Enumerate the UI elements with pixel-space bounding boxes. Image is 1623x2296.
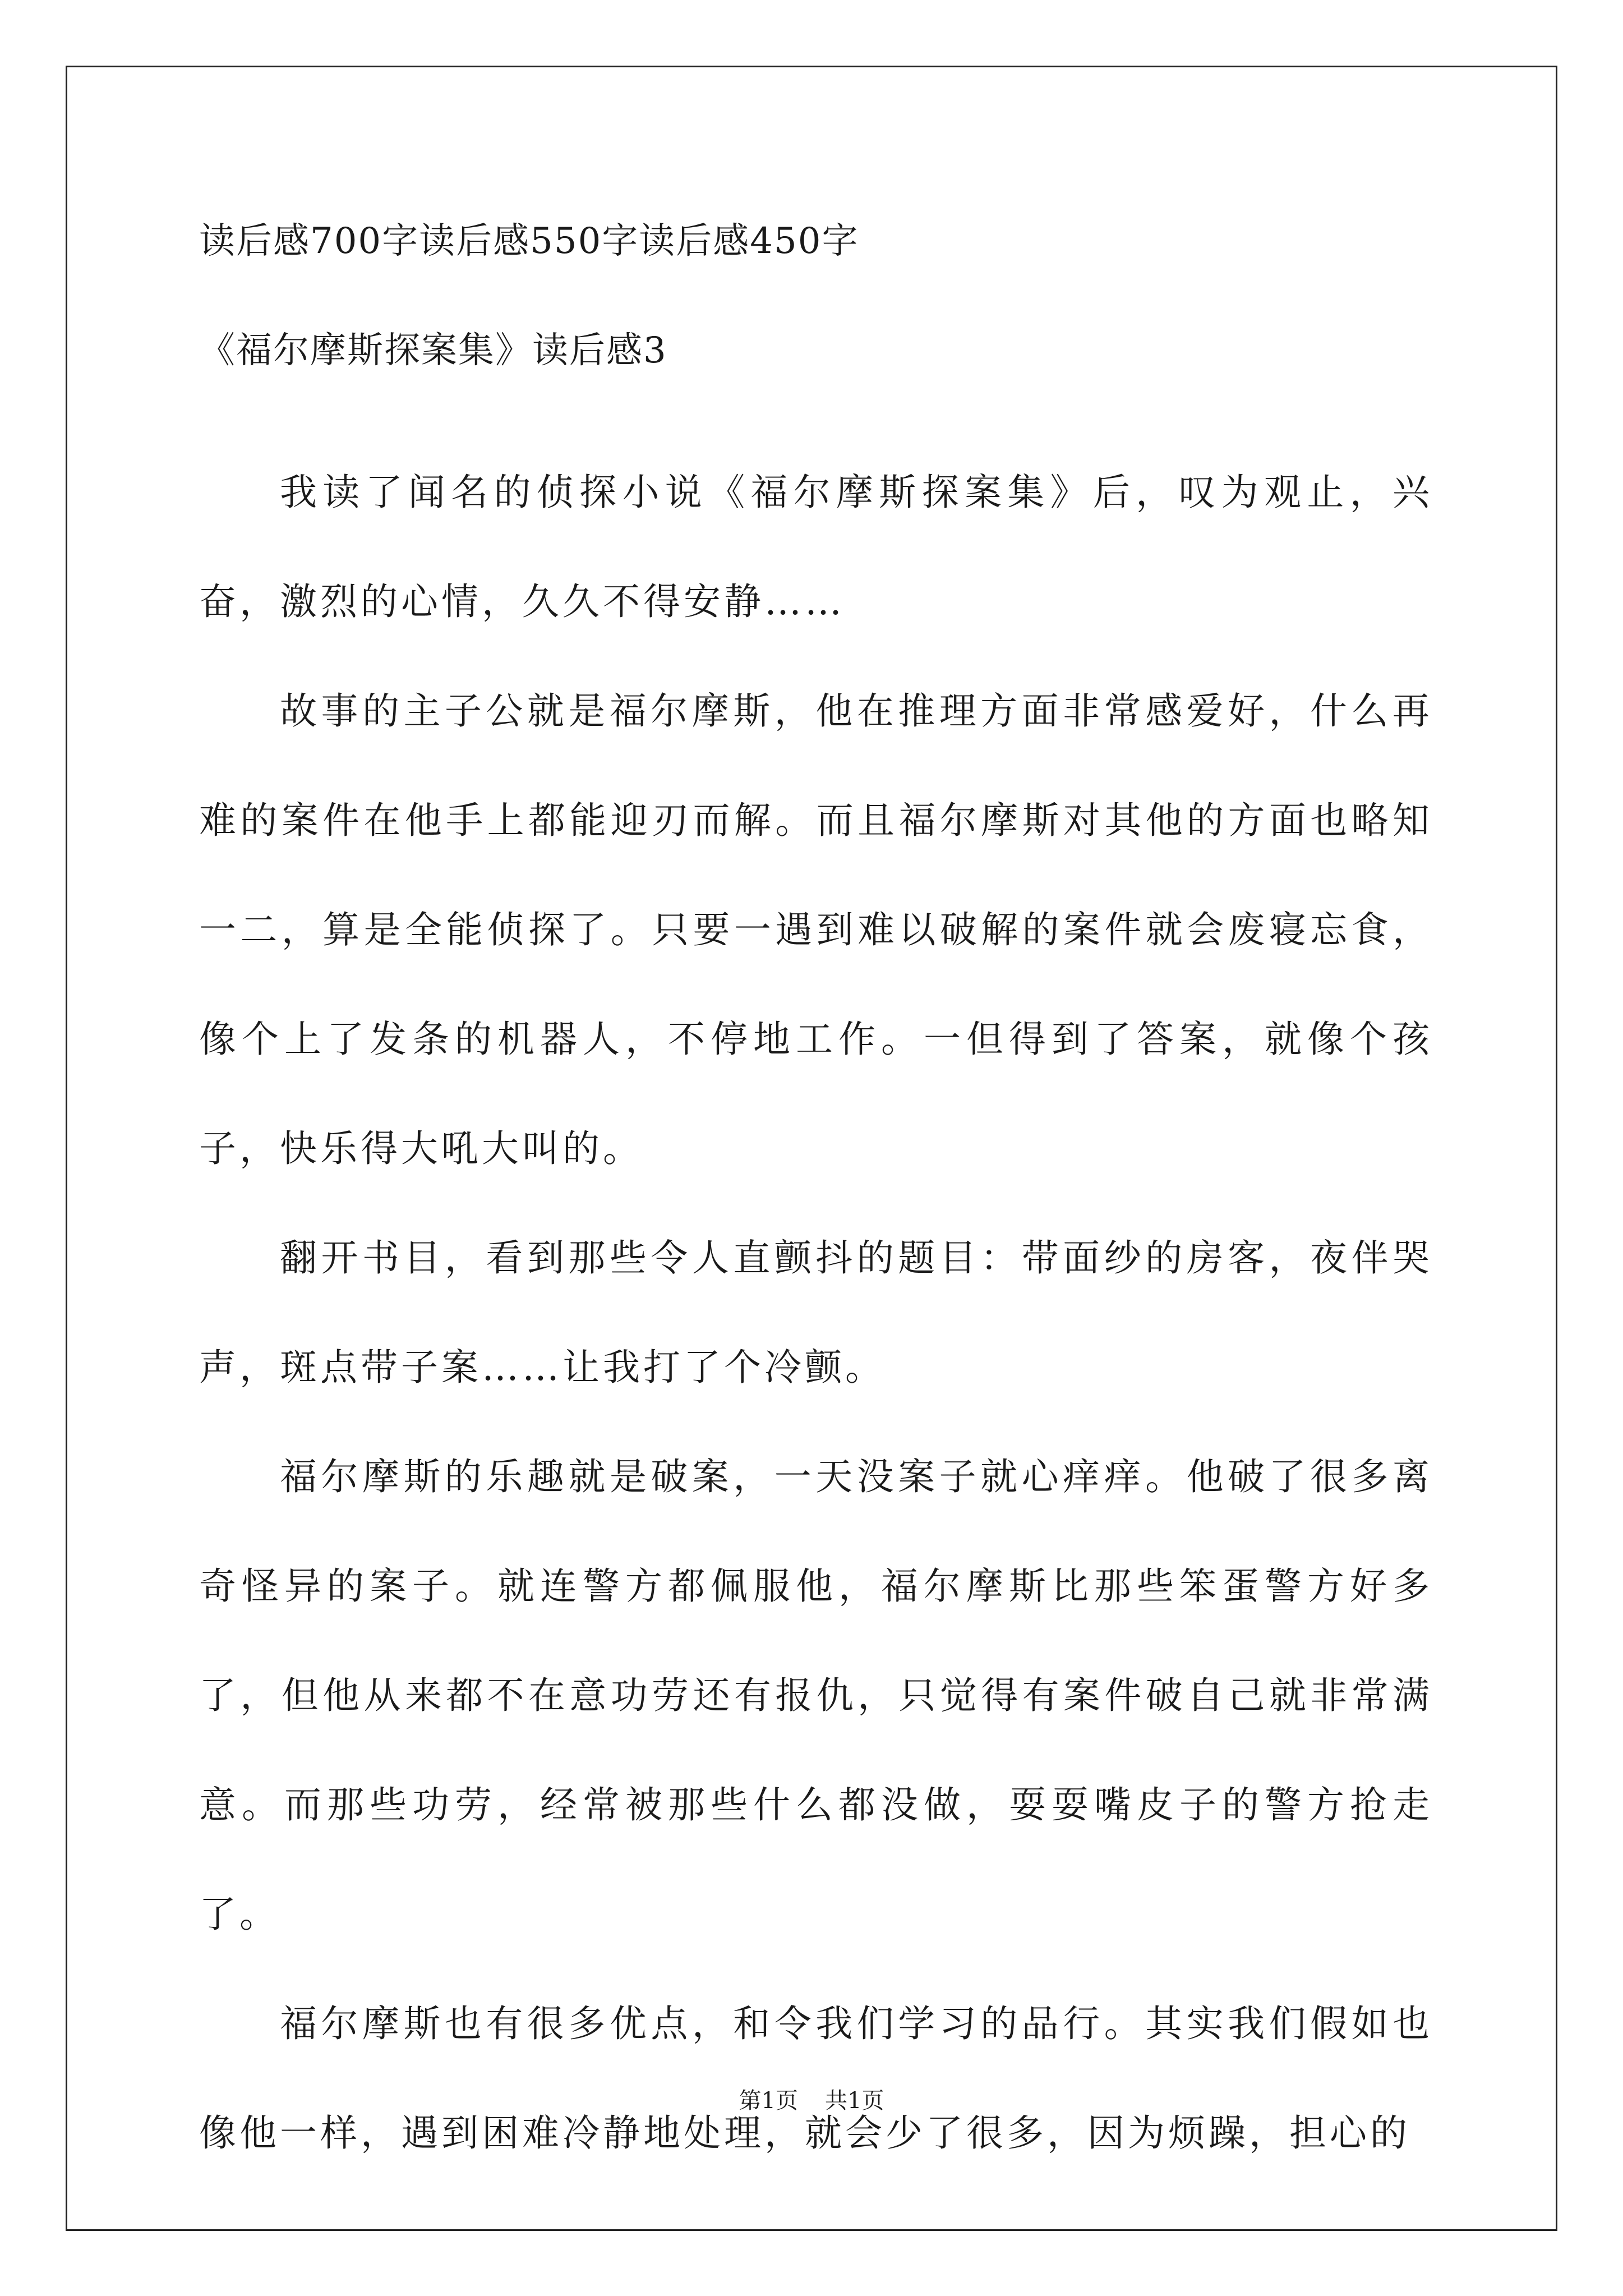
page-number-current: 第1页 [739, 2088, 798, 2114]
page-footer [0, 2087, 1623, 2115]
paragraph-5: 福尔摩斯也有很多优点，和令我们学习的品行。其实我们假如也像他一样，遇到困难冷静地处理，就会少了很多，因为烦躁，担心的 [199, 2002, 1433, 2155]
paragraph-3: 翻开书目，看到那些令人直颤抖的题目：带面纱的房客，夜伴哭声，斑点带子案……让我打了个冷颤。 [199, 1236, 1433, 1389]
document-title: 《福尔摩斯探案集》读后感3 [199, 330, 667, 371]
paragraph-1: 我读了闻名的侦探小说《福尔摩斯探案集》后，叹为观止，兴奋，激烈的心情，久久不得安静…… [199, 471, 1433, 623]
page-number-total: 共1页 [825, 2088, 884, 2114]
document-body [199, 219, 1433, 2188]
paragraph-4: 福尔摩斯的乐趣就是破案，一天没案子就心痒痒。他破了很多离奇怪异的案子。就连警方都佩服他，福尔摩斯比那些笨蛋警方好多了，但他从来都不在意功劳还有报仇，只觉得有案件破自己就非常满意。而那些功劳，经常被那些什么都没做，耍耍嘴皮子的警方抢走了。 [199, 1455, 1433, 1936]
paragraph-2: 故事的主子公就是福尔摩斯，他在推理方面非常感爱好，什么再难的案件在他手上都能迎刃而解。而且福尔摩斯对其他的方面也略知一二，算是全能侦探了。只要一遇到难以破解的案件就会废寝忘食，像个上了发条的机器人，不停地工作。一但得到了答案，就像个孩子，快乐得大吼大叫的。 [199, 689, 1433, 1170]
header-line-1: 读后感700字读后感550字读后感450字 [199, 220, 859, 262]
